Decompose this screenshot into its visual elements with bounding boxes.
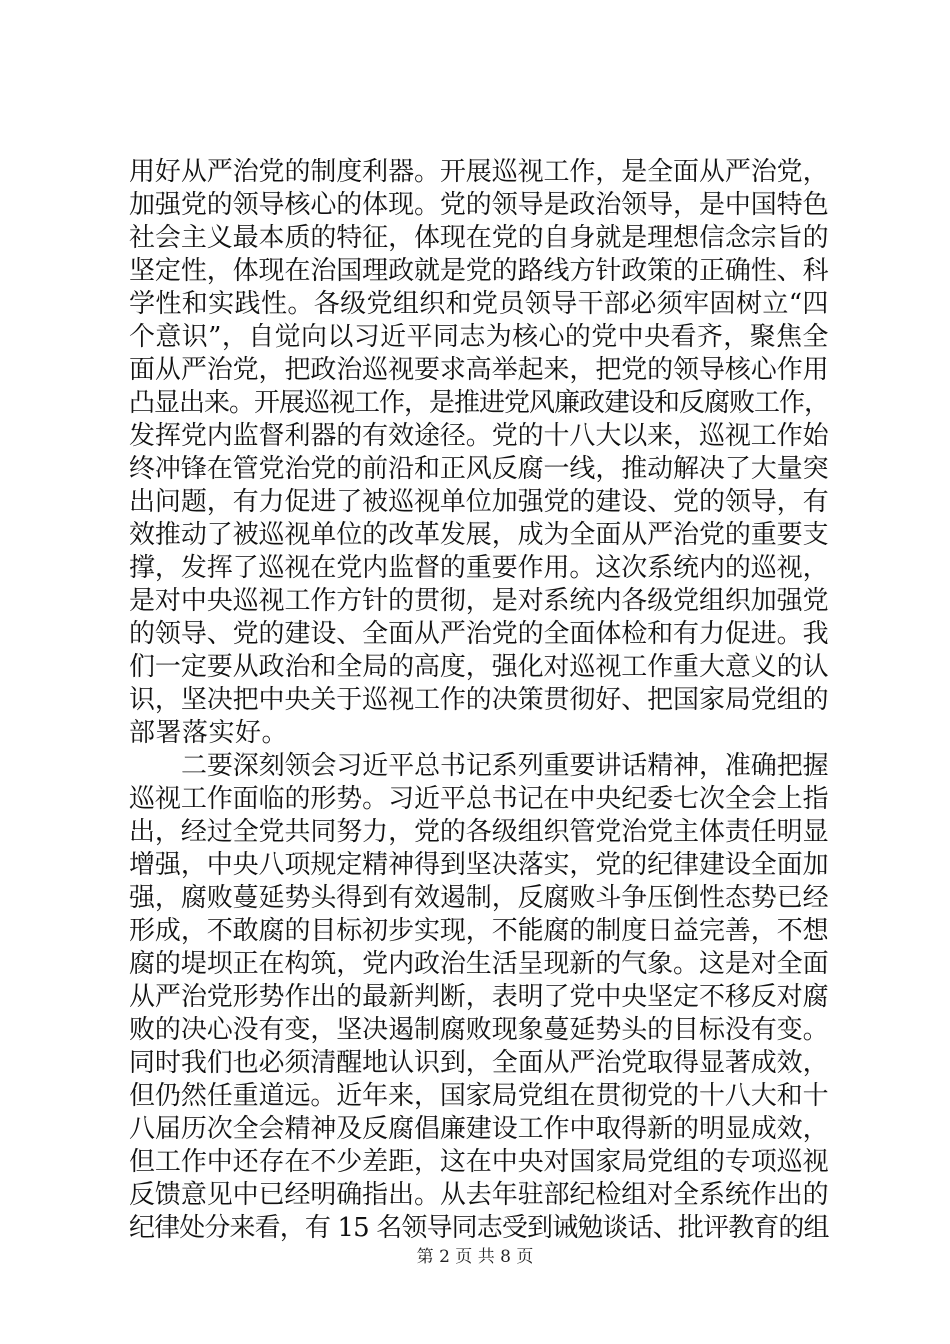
text-line: 用好从严治党的制度利器。开展巡视工作，是全面从严治党， — [129, 157, 829, 187]
text-line: 八届历次全会精神及反腐倡廉建设工作中取得新的明显成效， — [129, 1114, 829, 1144]
text-line: 同时我们也必须清醒地认识到，全面从严治党取得显著成效， — [129, 1048, 829, 1078]
text-line: 撑，发挥了巡视在党内监督的重要作用。这次系统内的巡视， — [129, 553, 829, 583]
text-line: 终冲锋在管党治党的前沿和正风反腐一线，推动解决了大量突 — [129, 454, 829, 484]
text-line: 巡视工作面临的形势。习近平总书记在中央纪委七次全会上指 — [129, 784, 829, 814]
text-line: 纪律处分来看，有 15 名领导同志受到诫勉谈话、批评教育的组 — [129, 1213, 829, 1243]
text-line: 但工作中还存在不少差距，这在中央对国家局党组的专项巡视 — [129, 1147, 829, 1177]
text-line: 发挥党内监督利器的有效途径。党的十八大以来，巡视工作始 — [129, 421, 829, 451]
text-line: 是对中央巡视工作方针的贯彻，是对系统内各级党组织加强党 — [129, 586, 829, 616]
text-line: 凸显出来。开展巡视工作，是推进党风廉政建设和反腐败工作， — [129, 388, 830, 418]
text-line: 从严治党形势作出的最新判断，表明了党中央坚定不移反对腐 — [129, 982, 829, 1012]
text-line: 学性和实践性。各级党组织和党员领导干部必须牢固树立“四 — [129, 289, 829, 319]
text-line: 反馈意见中已经明确指出。从去年驻部纪检组对全系统作出的 — [129, 1180, 829, 1210]
text-line: 识，坚决把中央关于巡视工作的决策贯彻好、把国家局党组的 — [129, 685, 829, 715]
text-line: 出，经过全党共同努力，党的各级组织管党治党主体责任明显 — [129, 817, 829, 847]
text-line: 形成，不敢腐的目标初步实现，不能腐的制度日益完善，不想 — [129, 916, 829, 946]
document-body — [129, 156, 829, 1245]
text-line: 腐的堤坝正在构筑，党内政治生活呈现新的气象。这是对全面 — [129, 949, 829, 979]
text-line: 败的决心没有变，坚决遏制腐败现象蔓延势头的目标没有变。 — [129, 1015, 829, 1045]
text-line: 坚定性，体现在治国理政就是党的路线方针政策的正确性、科 — [129, 256, 829, 286]
text-line: 强，腐败蔓延势头得到有效遏制，反腐败斗争压倒性态势已经 — [129, 883, 829, 913]
text-line: 二要深刻领会习近平总书记系列重要讲话精神，准确把握 — [181, 751, 829, 781]
text-line: 们一定要从政治和全局的高度，强化对巡视工作重大意义的认 — [129, 652, 829, 682]
text-line: 但仍然任重道远。近年来，国家局党组在贯彻党的十八大和十 — [129, 1081, 829, 1111]
text-line: 的领导、党的建设、全面从严治党的全面体检和有力促进。我 — [129, 619, 829, 649]
text-line: 效推动了被巡视单位的改革发展，成为全面从严治党的重要支 — [129, 520, 829, 550]
text-line: 社会主义最本质的特征，体现在党的自身就是理想信念宗旨的 — [129, 223, 829, 253]
text-line: 增强，中央八项规定精神得到坚决落实，党的纪律建设全面加 — [129, 850, 829, 880]
page-footer: 第 2 页 共 8 页 — [416, 1247, 534, 1267]
text-line: 出问题，有力促进了被巡视单位加强党的建设、党的领导，有 — [129, 487, 829, 517]
text-line: 部署落实好。 — [129, 718, 289, 748]
text-line: 个意识”，自觉向以习近平同志为核心的党中央看齐，聚焦全 — [129, 322, 829, 352]
text-line: 加强党的领导核心的体现。党的领导是政治领导，是中国特色 — [129, 190, 829, 220]
text-line: 面从严治党，把政治巡视要求高举起来，把党的领导核心作用 — [129, 355, 829, 385]
